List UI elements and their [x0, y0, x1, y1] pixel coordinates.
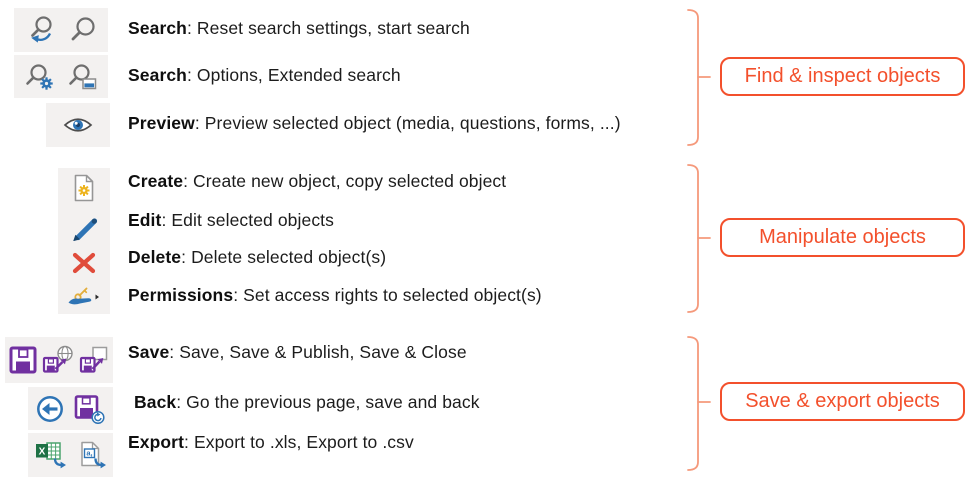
tile-save-row: [5, 337, 113, 383]
bracket-save-export: [687, 336, 713, 474]
term: Delete: [128, 247, 182, 267]
term: Edit: [128, 210, 162, 230]
term: Search: [128, 18, 187, 38]
save-close-icon: [78, 345, 110, 375]
tile-export-row: [28, 433, 113, 477]
xls-glyph: X: [38, 446, 46, 458]
callout-find-inspect-objects: [720, 57, 965, 96]
row-export: [128, 432, 414, 453]
save-publish-icon: [41, 345, 75, 375]
term: Export: [128, 432, 185, 452]
term-desc: : Go the previous page, save and back: [176, 392, 480, 412]
start-search-icon: [69, 16, 97, 44]
export-xls-icon: [34, 440, 68, 470]
save-back-icon: [73, 394, 105, 424]
term: Preview: [128, 113, 195, 133]
bracket-find-inspect: [687, 9, 713, 149]
term-desc: : Preview selected object (media, questions, forms, ...): [194, 113, 621, 133]
term-desc: : Edit selected objects: [161, 210, 334, 230]
strip-manipulate-icons: [58, 168, 110, 314]
tile-search-row2: [14, 55, 108, 98]
term-desc: : Save, Save & Publish, Save & Close: [169, 342, 467, 362]
search-options-icon: [24, 63, 56, 91]
tile-search-row1: [14, 8, 108, 52]
term-desc: : Set access rights to selected object(s): [233, 285, 542, 305]
term: Back: [134, 392, 177, 412]
callout-label: Manipulate objects: [759, 226, 926, 248]
row-delete: [128, 247, 386, 268]
term-desc: : Options, Extended search: [186, 65, 401, 85]
tile-back-row: [28, 387, 113, 430]
row-save: [128, 342, 467, 363]
term-desc: : Reset search settings, start search: [186, 18, 470, 38]
callout-label: Save & export objects: [745, 390, 940, 412]
back-icon: [36, 395, 64, 423]
save-icon: [8, 345, 38, 375]
reset-search-icon: [25, 15, 59, 45]
row-search-options: [128, 65, 401, 86]
term-desc: : Delete selected object(s): [181, 247, 387, 267]
callout-label: Find & inspect objects: [744, 65, 941, 87]
row-create: [128, 171, 506, 192]
delete-x-icon: [71, 251, 97, 275]
callout-manipulate-objects: [720, 218, 965, 257]
permissions-hand-key-icon: [67, 285, 101, 309]
term-desc: : Create new object, copy selected object: [183, 171, 507, 191]
term: Create: [128, 171, 184, 191]
row-back: [128, 392, 480, 413]
row-search-reset: [128, 18, 470, 39]
term: Permissions: [128, 285, 234, 305]
preview-eye-icon: [63, 115, 93, 135]
tile-preview: [46, 103, 110, 147]
row-permissions: [128, 285, 542, 306]
export-csv-icon: [75, 440, 107, 470]
row-edit: [128, 210, 334, 231]
term: Save: [128, 342, 170, 362]
callout-save-export-objects: [720, 382, 965, 421]
row-preview: [128, 113, 621, 134]
csv-glyph: a,: [86, 448, 93, 458]
extended-search-icon: [66, 63, 98, 91]
bracket-manipulate: [687, 164, 713, 316]
term-desc: : Export to .xls, Export to .csv: [184, 432, 414, 452]
edit-pencil-icon: [70, 213, 98, 241]
create-document-icon: [71, 173, 97, 203]
term: Search: [128, 65, 187, 85]
